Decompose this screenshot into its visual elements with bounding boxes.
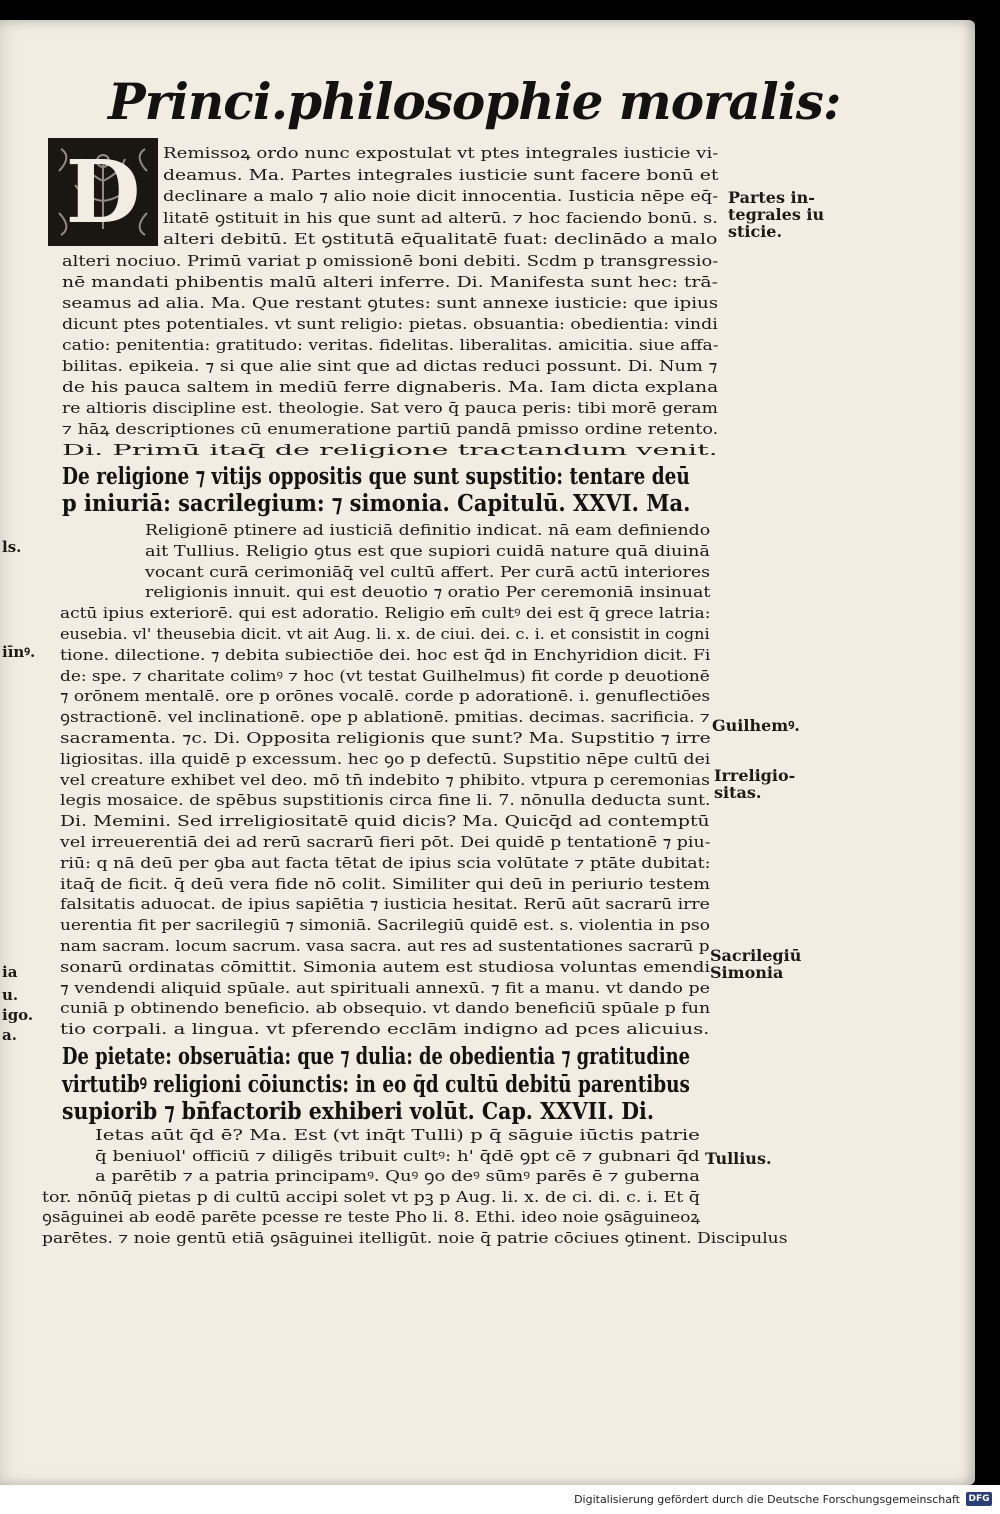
- body-line: a parētib ⁊ a patria principamꝰ. Quꝰ ꝯo deꝰ sūmꝰ parēs ē ⁊ guberna: [95, 1167, 700, 1185]
- edge-fragment: iīnꝰ.: [2, 643, 36, 661]
- body-line: sacramenta. ⁊c. Di. Opposita religionis que sunt? Ma. Supstitio ⁊ irre: [60, 729, 711, 747]
- body-line: litatē ꝯstituit in his que sunt ad alterū. ⁊ hoc faciendo bonū. s.: [163, 208, 718, 227]
- body-line: cuniā p obtinendo beneficio. ab obsequio. vt dando beneficiū spūale p fun: [60, 999, 711, 1018]
- edge-fragment: a.: [2, 1026, 17, 1044]
- body-line: de his pauca saltem in mediū ferre dignaberis. Ma. Iam dicta explana: [62, 377, 719, 396]
- body-line: legis mosaice. de spēbus supstitionis circa fine li. 7. nōnulla deducta sunt.: [60, 791, 711, 810]
- body-line: declinare a malo ⁊ alio noie dicit innocentia. Iusticia nēpe eq̄-: [163, 187, 719, 205]
- body-line: catio: penitentia: gratitudo: veritas. fidelitas. liberalitas. amicitia. siue affa-: [62, 335, 719, 354]
- body-line: ligiositas. illa quidē p excessum. hec ꝯo p defectū. Supstitio nēpe cultū dei: [60, 749, 711, 768]
- body-line: falsitatis aduocat. de ipius sapiētia ⁊ iusticia hesitat. Rerū aūt sacrarū irre: [60, 895, 710, 914]
- edge-fragment: igo.: [2, 1006, 34, 1024]
- body-line: parētes. ⁊ noie gentū etiā ꝯsāguinei itelligūt. noie q̄ patrie cōciues ꝯtinent. Discipulus: [42, 1228, 788, 1247]
- body-line: Remissoꝝ ordo nunc expostulat vt ptes integrales iusticie vi-: [163, 144, 719, 162]
- chapter-heading: De pietate: obseruātia: que ⁊ dulia: de obedientia ⁊ gratitudine: [62, 1043, 691, 1070]
- body-line: ⁊ orōnem mentalē. ore p orōnes vocalē. corde p adorationē. i. genuflectiōes: [60, 687, 711, 706]
- edge-fragment: u.: [2, 986, 19, 1004]
- body-line: Ietas aūt q̄d ē? Ma. Est (vt inq̄t Tulli) p q̄ sāguie iūctis patrie: [95, 1126, 700, 1144]
- margin-note: Guilhemꝰ.: [712, 716, 800, 735]
- body-line: Di. Memini. Sed irreligiositatē quid dicis? Ma. Quicq̄d ad contemptū: [60, 812, 710, 831]
- body-line: alteri debitū. Et ꝯstitutā eq̄ualitatē fuat: declinādo a malo: [163, 230, 718, 248]
- body-line: alteri nociuo. Primū variat p omissionē boni debiti. Scdm p transgressio-: [62, 251, 719, 270]
- body-line: q̄ beniuol' officiū ⁊ diligēs tribuit cultꝰ: h' q̄dē ꝯpt cē ⁊ gubnari q̄d: [95, 1146, 700, 1165]
- initial-letter: D: [65, 141, 141, 243]
- body-line: tione. dilectione. ⁊ debita subiectiōe dei. hoc est q̄d in Enchyridion dicit. Fi: [60, 645, 711, 664]
- body-line: vocant curā cerimoniāq̄ vel cultū affert. Per curā actū interiores: [145, 562, 711, 581]
- body-line: ⁊ vendendi aliquid spūale. aut spirituali annexū. ⁊ fit a manu. vt dando pe: [60, 978, 710, 997]
- margin-note: Partes in- tegrales iu sticie.: [728, 188, 825, 241]
- edge-fragment: ls.: [2, 538, 22, 556]
- body-line: tio corpali. a lingua. vt pferendo ecclām indigno ad pces alicuius.: [60, 1020, 710, 1039]
- body-line: sonarū ordinatas cōmittit. Simonia autem est studiosa voluntas emendi: [60, 957, 711, 976]
- body-line: seamus ad alia. Ma. Que restant ꝯtutes: sunt annexe iusticie: que ipius: [62, 293, 719, 312]
- body-line: ait Tullius. Religio ꝯtus est que supiori cuidā nature quā diuinā: [145, 541, 710, 560]
- body-line: vel irreuerentiā dei ad rerū sacrarū fieri pōt. Dei quidē p tentationē ⁊ piu-: [60, 833, 711, 851]
- body-line: de: spe. ⁊ charitate colimꝰ ⁊ hoc (vt testat Guilhelmus) fit corde p deuotionē: [60, 666, 710, 685]
- margin-note: Sacrilegiū Simonia: [710, 946, 802, 982]
- body-line: bilitas. epikeia. ⁊ si que alie sint que ad dictas reduci possunt. Di. Num ⁊: [62, 356, 718, 375]
- body-line: ꝯstractionē. vel inclinationē. ope p ablationē. pmitias. decimas. sacrificia. ⁊: [60, 708, 710, 727]
- body-line: nē mandati phibentis malū alteri inferre. Di. Manifesta sunt hec: trā-: [62, 272, 718, 291]
- body-line: vel creature exhibet vel deo. mō tn̄ indebito ⁊ phibito. vtpura p ceremonias: [60, 770, 710, 789]
- decorated-initial: [48, 138, 158, 246]
- body-line: nam sacram. locum sacrum. vasa sacra. aut res ad sustentationes sacrarū p: [60, 937, 710, 955]
- body-line: uerentia fit per sacrilegiū ⁊ simoniā. Sacrilegiū quidē est. s. violentia in pso: [60, 916, 710, 935]
- body-line: eusebia. vl' theusebia dicit. vt ait Aug. li. x. de ciui. dei. c. i. et consistit in cogni: [60, 625, 710, 643]
- margin-note: Irreligio- sitas.: [714, 766, 796, 802]
- digitization-footer: [0, 1485, 1000, 1514]
- body-line: dicunt ptes potentiales. vt sunt religio: pietas. obsuantia: obedientia: vindi: [62, 314, 718, 333]
- body-line: Religionē ptinere ad iusticiā definitio indicat. nā eam definiendo: [145, 521, 711, 539]
- body-line: Di. Primū itaq̄ de religione tractandum venit.: [62, 440, 718, 459]
- chapter-heading: virtutibꝰ religioni cōiunctis: in eo q̄d cultū debitū parentibus: [62, 1071, 690, 1098]
- body-line: ꝯsāguinei ab eodē parēte pcesse re teste Pho li. 8. Ethi. ideo noie ꝯsāguineoꝝ: [42, 1208, 701, 1226]
- dfg-logo-icon: DFG: [966, 1492, 992, 1506]
- margin-note: Tullius.: [705, 1149, 772, 1168]
- book-page: [0, 20, 975, 1485]
- body-line: riū: q nā deū per ꝯba aut facta tētat de ipius scia volūtate ⁊ ptāte dubitat:: [60, 853, 711, 872]
- footer-credit: Digitalisierung gefördert durch die Deutsche Forschungsgemeinschaft: [574, 1493, 960, 1506]
- body-line: deamus. Ma. Partes integrales iusticie sunt facere bonū et: [163, 165, 719, 184]
- edge-fragment: ia: [2, 963, 18, 981]
- body-line: religionis innuit. qui est deuotio ⁊ oratio Per ceremoniā insinuat: [145, 583, 711, 602]
- body-line: re altioris discipline est. theologie. Sat vero q̄ pauca peris: tibi morē geram: [62, 398, 718, 417]
- page-title: Princi.philosophie moralis:: [108, 72, 841, 131]
- body-line: tor. nōnūq̄ pietas p di cultū accipi solet vt pꝫ p Aug. li. x. de ci. di. c. i. Et q̄: [42, 1187, 700, 1206]
- body-line: ⁊ hāꝝ descriptiones cū enumeratione partiū pandā pmisso ordine retento.: [62, 419, 719, 438]
- chapter-heading: p iniuriā: sacrilegium: ⁊ simonia. Capitulū. XXVI. Ma.: [62, 490, 691, 517]
- body-line: actū ipius exteriorē. qui est adoratio. Religio em̄ cultꝰ dei est q̄ grece latria:: [60, 604, 711, 623]
- body-line: itaq̄ de ficit. q̄ deū vera fide nō colit. Similiter qui deū in periurio testem: [60, 874, 711, 893]
- chapter-heading: De religione ⁊ vitijs oppositis que sunt supstitio: tentare deū: [62, 463, 690, 490]
- chapter-heading: supiorib ⁊ bn̄factorib exhiberi volūt. Cap. XXVII. Di.: [62, 1098, 654, 1125]
